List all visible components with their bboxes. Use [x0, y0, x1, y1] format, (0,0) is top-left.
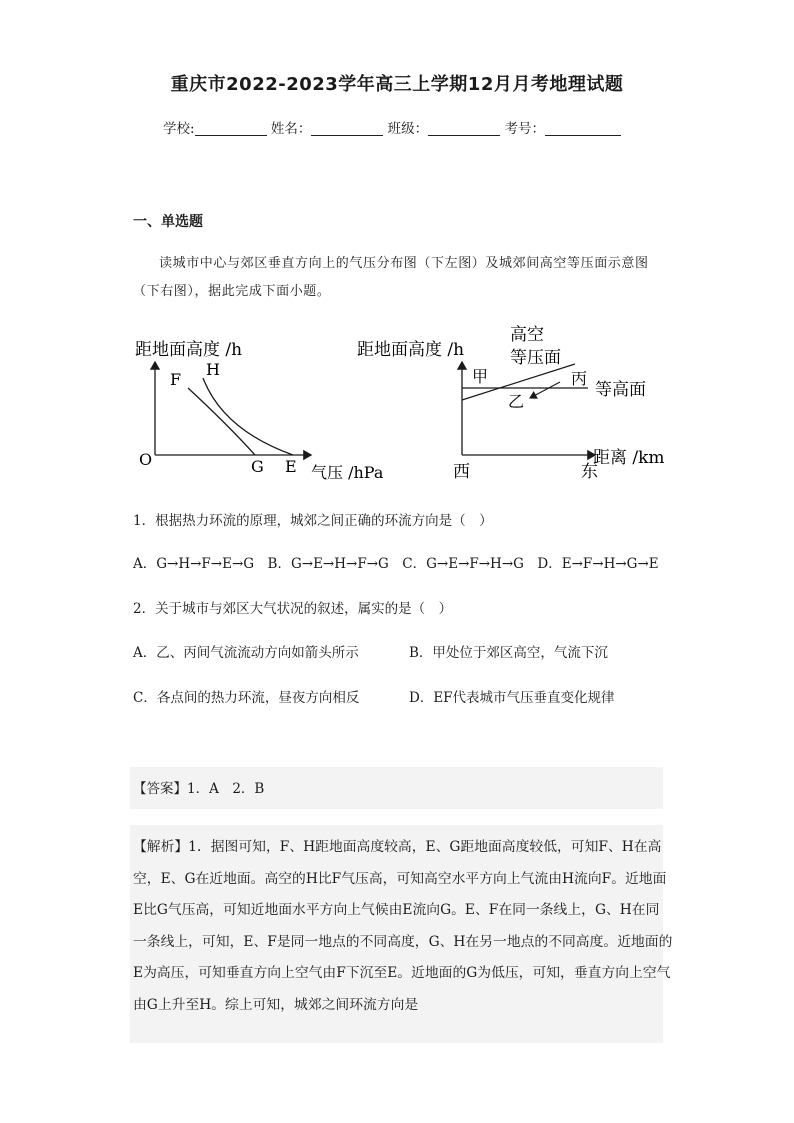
point-g-label: G [251, 457, 264, 476]
airflow-arrow [530, 382, 560, 398]
contour-label: 等高面 [595, 380, 646, 400]
right-figure [357, 325, 665, 482]
question-2-option-b: B．甲处位于郊区高空，气流下沉 [409, 645, 608, 661]
question-1-stem: 1．根据热力环流的原理，城郊之间正确的环流方向是（ ） [133, 513, 493, 529]
left-xlabel: 气压 /hPa [311, 463, 384, 482]
curve-fg [188, 388, 255, 455]
point-e-label: E [285, 457, 297, 476]
question-2-option-c: C．各点间的热力环流，昼夜方向相反 [133, 690, 360, 706]
number-blank [545, 121, 621, 136]
student-info-line [163, 117, 621, 137]
yi-label: 乙 [508, 392, 525, 411]
page-title: 重庆市2022-2023学年高三上学期12月月考地理试题 [170, 74, 624, 95]
name-blank [311, 121, 383, 136]
number-label: 考号： [504, 121, 545, 137]
analysis-text: 【解析】1．据图可知，F、H距地面高度较高，E、G距地面高度较低，可知F、H在高空，E、G在近地面。高空的H比F气压高，可知高空水平方向上气流由H流向F。近地面E比G气压高，可知近地面水平方向上气候由E流向G。E、F在同一条线上，G、H在同一条线上，可知，E、F是同一地点的不同高度，G、H在另一地点的不同高度。近地面的E为高压，可知垂直方向上空气由F下沉至E。近地面的G为低压，可知，垂直方向上空气由G上升至H。综上可知，城郊之间环流方向是 [133, 839, 673, 1013]
answer-line: 【答案】1．A 2．B [133, 781, 265, 797]
bing-label: 丙 [571, 369, 588, 388]
pressure-figures [133, 320, 693, 485]
question-2-stem: 2．关于城市与郊区大气状况的叙述，属实的是（ ） [133, 601, 453, 617]
isobar-label-2: 等压面 [510, 348, 561, 368]
jia-label: 甲 [472, 367, 489, 386]
analysis-block [133, 832, 673, 1021]
school-label: 学校: [163, 121, 195, 137]
class-blank [428, 121, 500, 136]
left-ylabel: 距地面高度 /h [135, 340, 243, 360]
section-heading: 一、单选题 [133, 214, 203, 230]
origin-label: O [139, 450, 153, 469]
question-1-options: A．G→H→F→E→G B．G→E→H→F→G C．G→E→F→H→G D．E→F→H→G→E [133, 556, 659, 572]
curve-he [203, 378, 293, 455]
intro-text: 读城市中心与郊区垂直方向上的气压分布图（下左图）及城郊间高空等压面示意图（下右图），据此完成下面小题。 [133, 256, 649, 299]
isobar-label-1: 高空 [510, 325, 544, 345]
east-label: 东 [581, 462, 598, 482]
right-xlabel: 距离 /km [593, 448, 665, 468]
left-figure [135, 340, 384, 482]
point-f-label: F [170, 370, 182, 389]
question-intro [133, 250, 668, 306]
question-2-option-a: A．乙、丙间气流流动方向如箭头所示 [133, 645, 359, 661]
class-label: 班级： [387, 121, 429, 137]
west-label: 西 [453, 462, 470, 482]
question-2-option-d: D．EF代表城市气压垂直变化规律 [409, 690, 615, 706]
right-ylabel: 距地面高度 /h [357, 340, 465, 360]
point-h-label: H [206, 360, 220, 379]
name-label: 姓名： [270, 121, 312, 137]
school-blank [195, 121, 267, 136]
